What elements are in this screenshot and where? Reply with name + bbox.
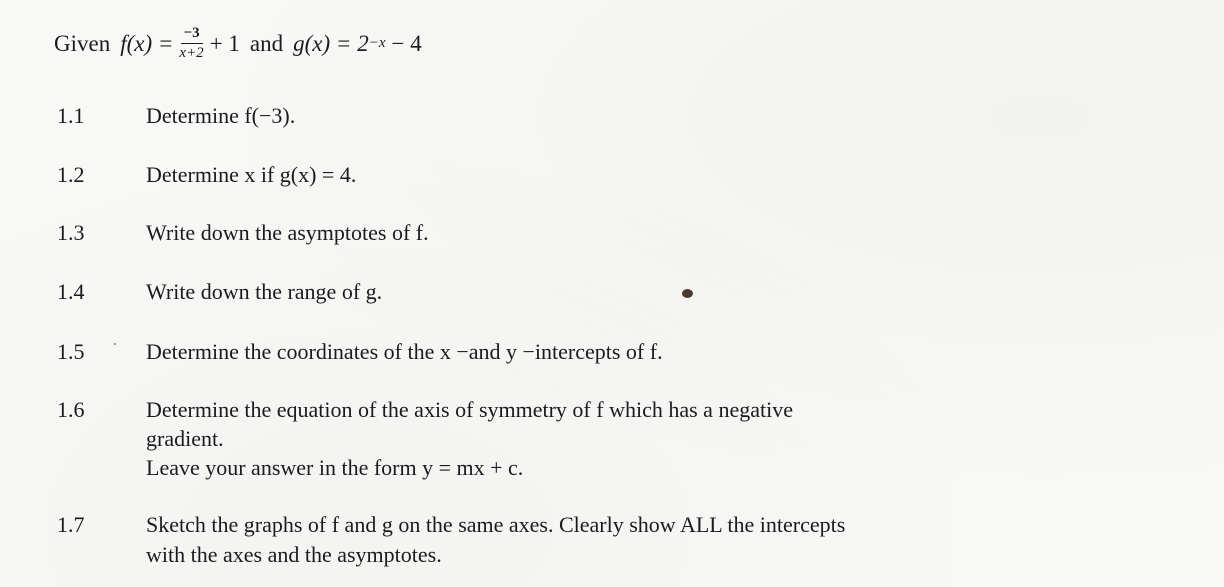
question-text: Write down the asymptotes of f. <box>146 220 429 245</box>
question-text: Sketch the graphs of f and g on the same axes. Clearly show ALL the intercepts <box>146 512 846 537</box>
question-text: Determine f(−3). <box>146 103 296 128</box>
question-number: 1.4 <box>57 279 85 304</box>
f-lhs: f(x) = <box>120 30 174 56</box>
f-fraction <box>176 26 206 61</box>
question-number: 1.7 <box>57 512 85 537</box>
question-number: 1.2 <box>57 162 85 187</box>
given-label: Given <box>54 30 111 56</box>
question-number: 1.1 <box>57 103 85 128</box>
question-text: gradient. <box>146 426 224 451</box>
f-fraction-denominator: x+2 <box>179 45 204 61</box>
g-lhs: g(x) = 2 <box>293 30 369 56</box>
question-text: Determine the equation of the axis of symmetry of f which has a negative <box>146 397 793 422</box>
g-tail: − 4 <box>391 30 422 56</box>
question-text: Write down the range of g. <box>146 279 383 304</box>
question-number: 1.5 <box>57 339 85 364</box>
question-text: Determine x if g(x) = 4. <box>146 162 357 187</box>
and-label: and <box>249 30 284 56</box>
question-text: with the axes and the asymptotes. <box>146 542 442 567</box>
given-functions <box>54 26 422 61</box>
f-tail: + 1 <box>209 30 240 56</box>
question-number: 1.3 <box>57 220 85 245</box>
g-exponent: −x <box>368 35 386 51</box>
question-text: Determine the coordinates of the x −and y −intercepts of f. <box>146 339 663 364</box>
question-text: Leave your answer in the form y = mx + c. <box>146 455 524 480</box>
ink-spot <box>682 289 693 298</box>
question-number: 1.6 <box>57 397 85 422</box>
stray-mark <box>114 343 116 345</box>
f-fraction-numerator: −3 <box>181 26 203 44</box>
